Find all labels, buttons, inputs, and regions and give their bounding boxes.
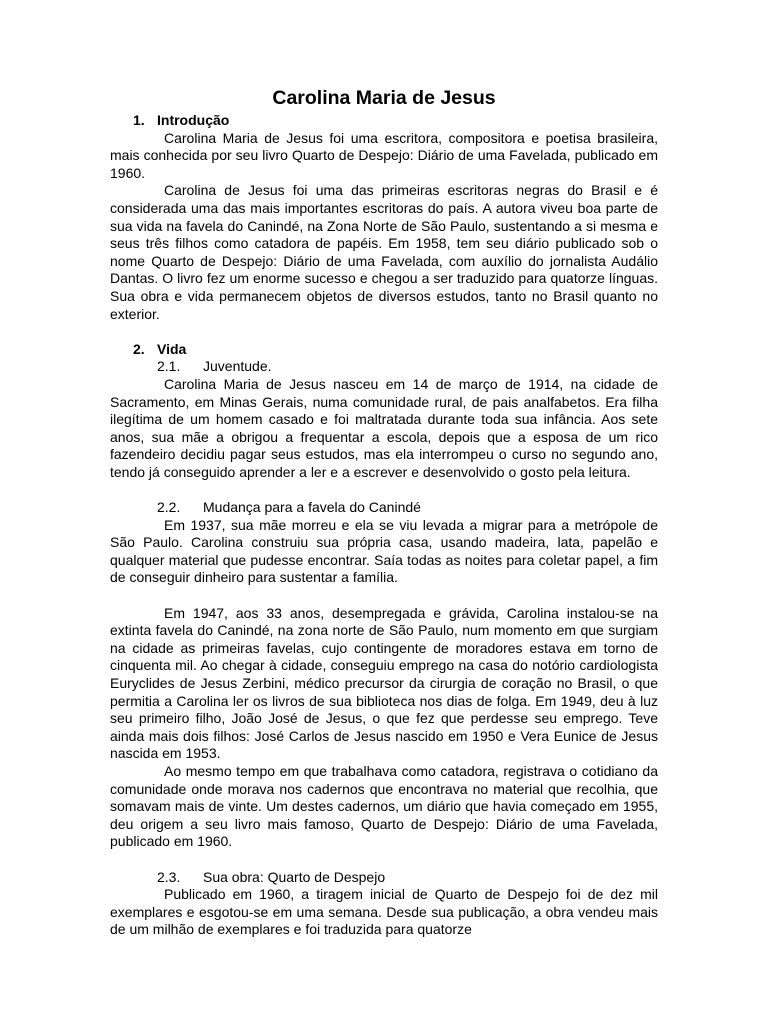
paragraph: Em 1937, sua mãe morreu e ela se viu levada a migrar para a metrópole de São Paulo. Carolina construiu sua própria casa, usando madeira, lata, papelão e qualquer material que pudesse encontrar. Saía todas as noites para coletar papel, a fim de conseguir dinheiro para sustentar a família.	[110, 516, 658, 586]
paragraph: Carolina Maria de Jesus foi uma escritora, compositora e poetisa brasileira, mais conhecida por seu livro Quarto de Despejo: Diário de uma Favelada, publicado em 1960.	[110, 129, 658, 181]
section-heading-introducao	[110, 112, 658, 130]
paragraph: Carolina Maria de Jesus nasceu em 14 de março de 1914, na cidade de Sacramento, em Minas Gerais, numa comunidade rural, de pais analfabetos. Era filha ilegítima de um homem casado e foi maltratada durante toda sua infância. Aos sete anos, sua mãe a obrigou a frequentar a escola, depois que a esposa de um rico fazendeiro decidiu pagar seus estudos, mas ela interrompeu o curso no segundo ano, tendo já conseguido aprender a ler e a escrever e desenvolvido o gosto pela leitura.	[110, 375, 658, 480]
blank-line	[110, 587, 658, 605]
subsection-title: Mudança para a favela do Canindé	[203, 499, 421, 516]
paragraph: Publicado em 1960, a tiragem inicial de Quarto de Despejo foi de dez mil exemplares e esgotou-se em uma semana. Desde sua publicação, a obra vendeu mais de um milhão de exemplares e foi traduzida para quatorze	[110, 886, 658, 938]
section-number: 1.	[133, 112, 145, 128]
document-title: Carolina Maria de Jesus	[272, 87, 496, 109]
subsection-heading-sua-obra	[110, 869, 658, 887]
subsection-number: 2.3.	[157, 868, 181, 885]
subsection-title: Juventude.	[203, 358, 272, 375]
blank-line	[110, 851, 658, 869]
section-number: 2.	[133, 340, 145, 357]
subsection-heading-mudanca	[110, 499, 658, 517]
paragraph: Ao mesmo tempo em que trabalhava como catadora, registrava o cotidiano da comunidade onde morava nos cadernos que encontrava no material que recolhia, que somavam mais de vinte. Um destes cadernos, um diário que havia começado em 1955, deu origem a seu livro mais famoso, Quarto de Despejo: Diário de uma Favelada, publicado em 1960.	[110, 762, 658, 850]
paragraph: Carolina de Jesus foi uma das primeiras escritoras negras do Brasil e é considerada uma das mais importantes escritoras do país. A autora viveu boa parte de sua vida na favela do Canindé, na Zona Norte de São Paulo, sustentando a si mesma e seus três filhos como catadora de papéis. Em 1958, tem seu diário publicado sob o nome Quarto de Despejo: Diário de uma Favelada, com auxílio do jornalista Audálio Dantas. O livro fez um enorme sucesso e chegou a ser traduzido para quatorze línguas. Sua obra e vida permanecem objetos de diversos estudos, tanto no Brasil quanto no exterior.	[110, 182, 658, 322]
subsection-title: Sua obra: Quarto de Despejo	[203, 868, 386, 885]
section-title: Introdução	[157, 112, 230, 128]
section-title: Vida	[157, 340, 187, 357]
blank-line	[110, 323, 658, 341]
subsection-heading-juventude	[110, 358, 658, 376]
section-heading-vida	[110, 341, 658, 359]
blank-line	[110, 481, 658, 499]
subsection-number: 2.2.	[157, 499, 181, 516]
subsection-number: 2.1.	[157, 358, 181, 375]
paragraph: Em 1947, aos 33 anos, desempregada e grávida, Carolina instalou-se na extinta favela do Canindé, na zona norte de São Paulo, num momento em que surgiam na cidade as primeiras favelas, cujo contingente de moradores estava em torno de cinquenta mil. Ao chegar à cidade, conseguiu emprego na casa do notório cardiologista Euryclides de Jesus Zerbini, médico precursor da cirurgia de coração no Brasil, o que permitia a Carolina ler os livros de sua biblioteca nos dias de folga. Em 1949, deu à luz seu primeiro filho, João José de Jesus, o que fez que perdesse seu emprego. Teve ainda mais dois filhos: José Carlos de Jesus nascido em 1950 e Vera Eunice de Jesus nascida em 1953.	[110, 604, 658, 762]
